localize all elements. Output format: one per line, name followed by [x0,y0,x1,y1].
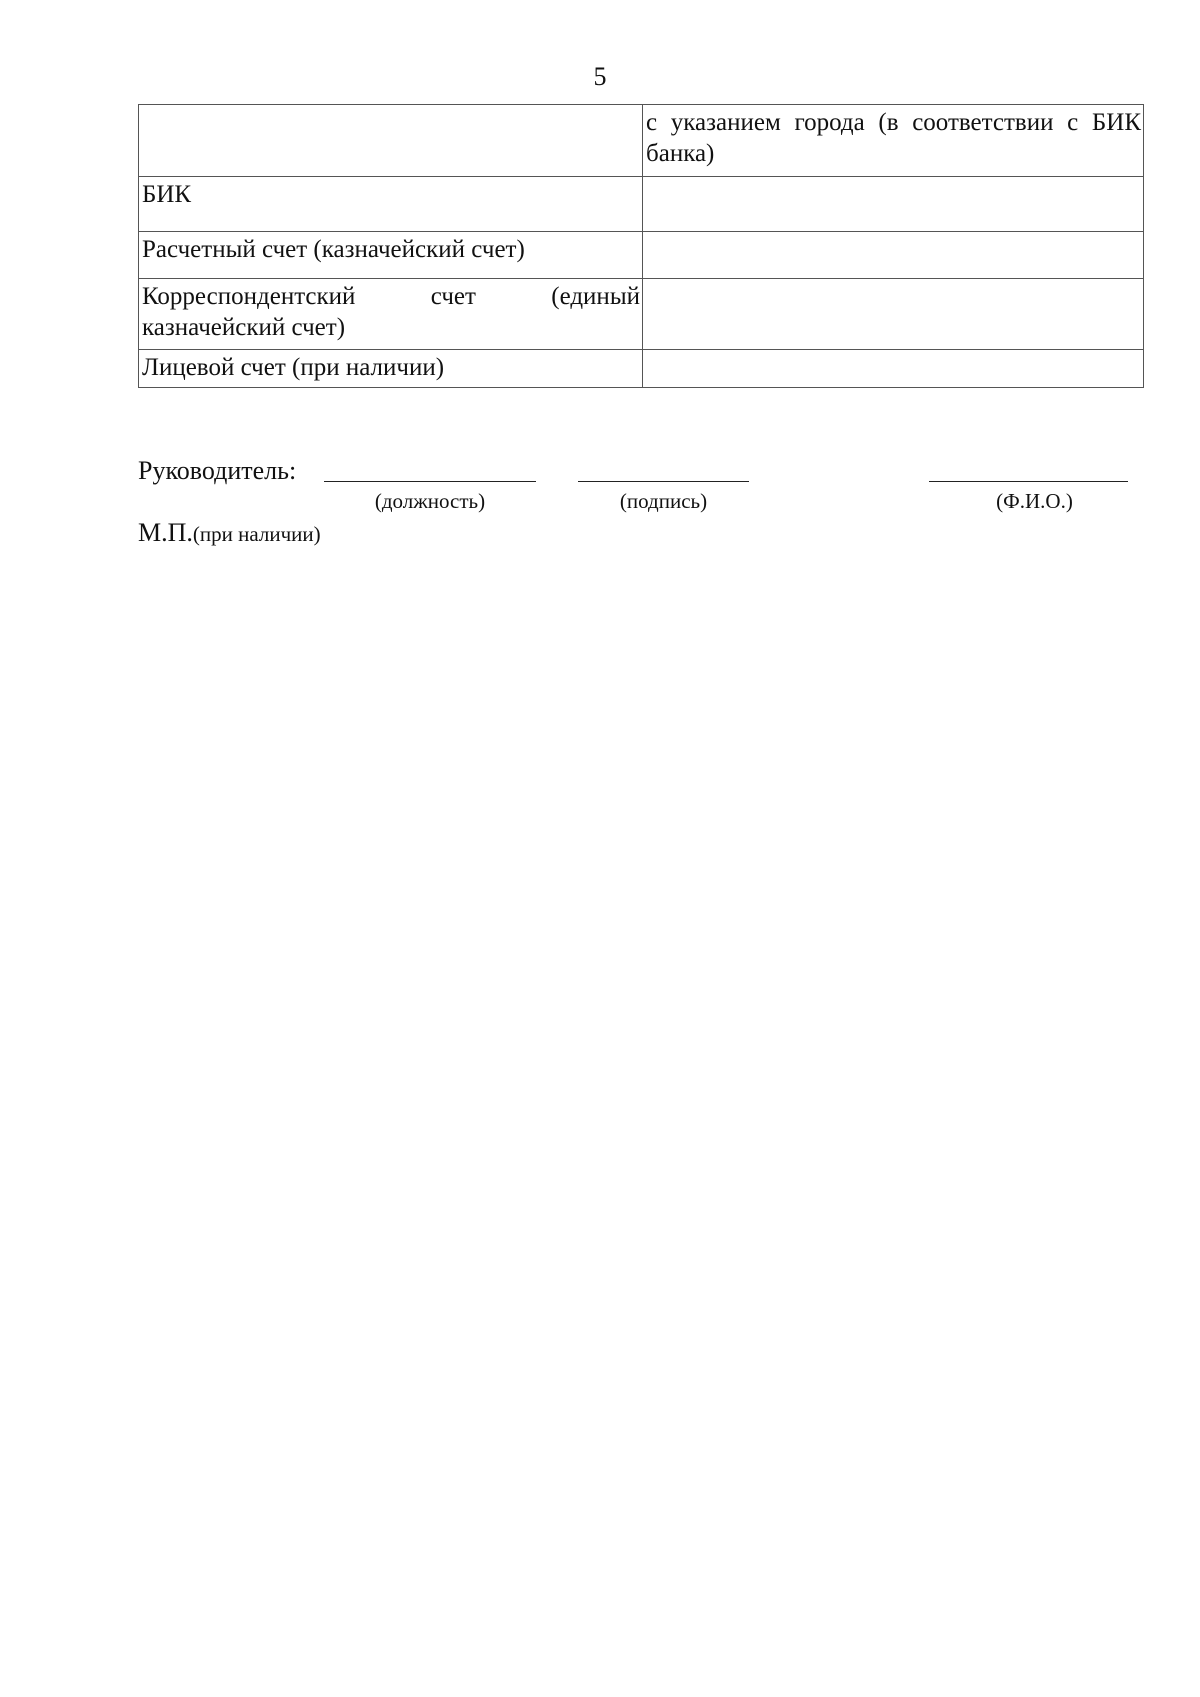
stamp-placeholder [138,518,321,549]
row-value [643,279,1144,350]
table-row [139,279,1144,350]
row-value: с указанием города (в соответствии с БИК банка) [643,105,1144,177]
row-label [139,105,643,177]
signatory-label: Руководитель: [138,456,297,485]
row-value [643,232,1144,279]
row-value [643,177,1144,232]
stamp-label: М.П. [138,518,193,547]
name-caption: (Ф.И.О.) [996,489,1073,513]
row-label: Лицевой счет (при наличии) [139,350,643,388]
signature-caption: (подпись) [619,489,708,513]
stamp-note: (при наличии) [192,522,321,546]
row-label: Расчетный счет (казначейский счет) [139,232,643,279]
row-label: БИК [139,177,643,232]
signature-blank [578,481,749,482]
row-value [643,350,1144,388]
table-row [139,350,1144,388]
table-row [139,232,1144,279]
table-row [139,177,1144,232]
position-blank [324,481,536,482]
row-label: Корреспондентский счет (единый казначейский счет) [139,279,643,350]
position-caption: (должность) [374,489,486,513]
table-row [139,105,1144,177]
name-blank [929,481,1128,482]
bank-details-table [138,104,1144,388]
page-number: 5 [593,62,607,91]
